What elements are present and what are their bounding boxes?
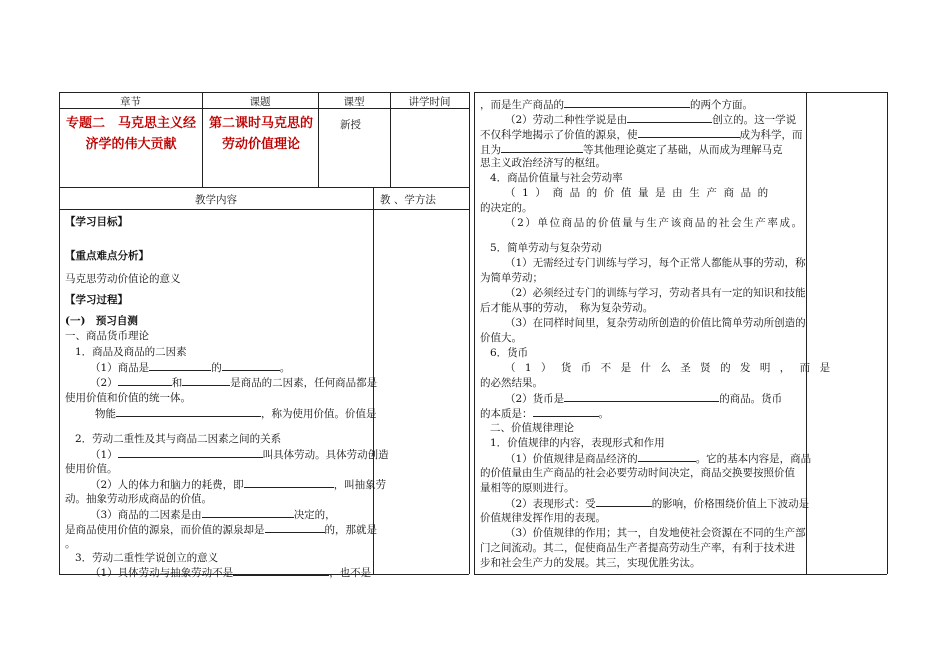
type-value: 新授 xyxy=(340,119,361,131)
r-item-6-1: （1）货币不是什么圣贤的发明，而是 xyxy=(505,362,840,374)
header-time-label: 讲学时间 xyxy=(408,96,451,108)
item-2-2-cont: 动。抽象劳动形成商品的价值。 xyxy=(65,493,212,505)
r-item-5-3-cont: 价值大。 xyxy=(480,332,522,344)
topic-value: 第二课时马克思的劳动价值理论 xyxy=(208,116,313,152)
item-2-3: （3）商品的二因素是由 决定的， xyxy=(90,506,336,522)
r-item-5-1-cont: 为简单劳动； xyxy=(480,272,543,284)
preview-heading: (一) 预习自测 xyxy=(65,315,138,327)
r-item-7-3-b: 门之间流动。其二，促使商品生产者提高劳动生产率，有利于技术进 xyxy=(480,542,795,554)
r-item-2-d: 思主义政治经济写的枢纽。 xyxy=(480,157,606,169)
goal-heading: 【学习目标】 xyxy=(65,216,128,228)
item-1-3: 物能 ，称为使用价值。价值是 xyxy=(95,405,377,421)
item-2-3-cont: 是商品使用价值的源泉，而价值的源泉却是 的，那就是 xyxy=(65,521,377,537)
r-item-4-1-cont: 的决定的。 xyxy=(480,202,533,214)
r-item-7-2-cont: 价值规律发挥作用的表现。 xyxy=(480,512,606,524)
r-item-5-3: （3）在同样时间里，复杂劳动所创造的价值比简单劳动所创造的 xyxy=(505,317,806,329)
section-1-heading: 一、商品货币理论 xyxy=(65,330,149,342)
r-item-5-1: （1）无需经过专门训练与学习，每个正常人都能从事的劳动，称 xyxy=(505,257,806,269)
item-2-heading: 2．劳动二重性及其与商品二因素之间的关系 xyxy=(75,433,282,445)
key-text: 马克思劳动价值论的意义 xyxy=(65,273,181,285)
content-header: 教学内容 xyxy=(195,194,237,206)
r-item-7-3: （3）价值规律的作用；其一，自发地使社会资源在不同的生产部 xyxy=(505,527,806,539)
r-item-6-2: （2）货币是 的商品。货币 xyxy=(505,390,782,406)
r-item-5-2-cont: 后才能从事的劳动， 称为复杂劳动。 xyxy=(480,302,654,314)
r-item-5-2: （2）必须经过专门的训练与学习，劳动者具有一定的知识和技能 xyxy=(505,287,806,299)
r-item-5-heading: 5．简单劳动与复杂劳动 xyxy=(490,242,602,254)
item-3-1: （1）具体劳动与抽象劳动不是 ，也不是 xyxy=(90,564,371,580)
item-1-1: （1）商品是 的 。 xyxy=(90,359,290,375)
r-item-2-c: 且为 等其他理论奠定了基础，从而成为理解马克 xyxy=(480,141,783,157)
item-1-heading: 1．商品及商品的二因素 xyxy=(75,346,187,358)
r-line-1: ，而是生产商品的 的两个方面。 xyxy=(480,96,753,112)
r-item-7-3-c: 步和社会生产力的发展。其三，实现优胜劣汰。 xyxy=(480,557,701,569)
key-heading: 【重点难点分析】 xyxy=(65,250,149,262)
item-2-2: （2）人的体力和脑力的耗费，即 ，叫抽象劳 xyxy=(90,476,386,492)
item-2-1: （1） 叫具体劳动。具体劳动创造 xyxy=(90,446,389,462)
chapter-value: 专题二 马克思主义经济学的伟大贡献 xyxy=(65,116,196,152)
r-item-6-1-cont: 的必然结果。 xyxy=(480,377,543,389)
section-2-heading: 二、价值规律理论 xyxy=(490,422,574,434)
item-2-3-end: 。 xyxy=(65,538,76,550)
item-2-1-cont: 使用价值。 xyxy=(65,463,118,475)
item-1-2-cont: 使用价值和价值的统一体。 xyxy=(65,392,191,404)
header-topic-label: 课题 xyxy=(249,96,271,108)
process-heading: 【学习过程】 xyxy=(65,294,128,306)
r-item-6-heading: 6．货币 xyxy=(490,347,529,359)
r-item-7-1-c: 量相等的原则进行。 xyxy=(480,482,575,494)
item-1-2: （2） 和 是商品的二因素，任何商品都是 xyxy=(90,374,377,390)
header-chapter-label: 章节 xyxy=(120,96,141,108)
r-item-6-2-cont: 的本质是： 。 xyxy=(480,405,609,421)
r-item-4-2: （2）单位商品的价值量与生产该商品的社会生产率成。 xyxy=(505,217,804,229)
r-item-4-1: （1）商品的价值量是由生产商品的 xyxy=(505,187,775,199)
r-item-7-2: （2）表现形式：受 的影响，价格围绕价值上下波动是 xyxy=(505,495,809,511)
item-3-heading: 3．劳动二重性学说创立的意义 xyxy=(75,552,219,564)
r-item-2: （2）劳动二种性学说是由 创立的。这一学说 xyxy=(505,111,796,127)
r-item-4-heading: 4．商品价值量与社会劳动率 xyxy=(490,172,623,184)
method-header: 教 、学方法 xyxy=(380,194,436,206)
r-item-7-1-b: 的价值量由生产商品的社会必要劳动时间决定，商品交换要按照价值 xyxy=(480,467,795,479)
r-item-7-heading: 1．价值规律的内容，表现形式和作用 xyxy=(490,437,665,449)
header-type-label: 课型 xyxy=(343,96,365,108)
r-item-2-b: 不仅科学地揭示了价值的源泉，使 成为科学，而 xyxy=(480,126,803,142)
r-item-7-1: （1）价值规律是商品经济的 。它的基本内容是，商品 xyxy=(505,450,811,466)
